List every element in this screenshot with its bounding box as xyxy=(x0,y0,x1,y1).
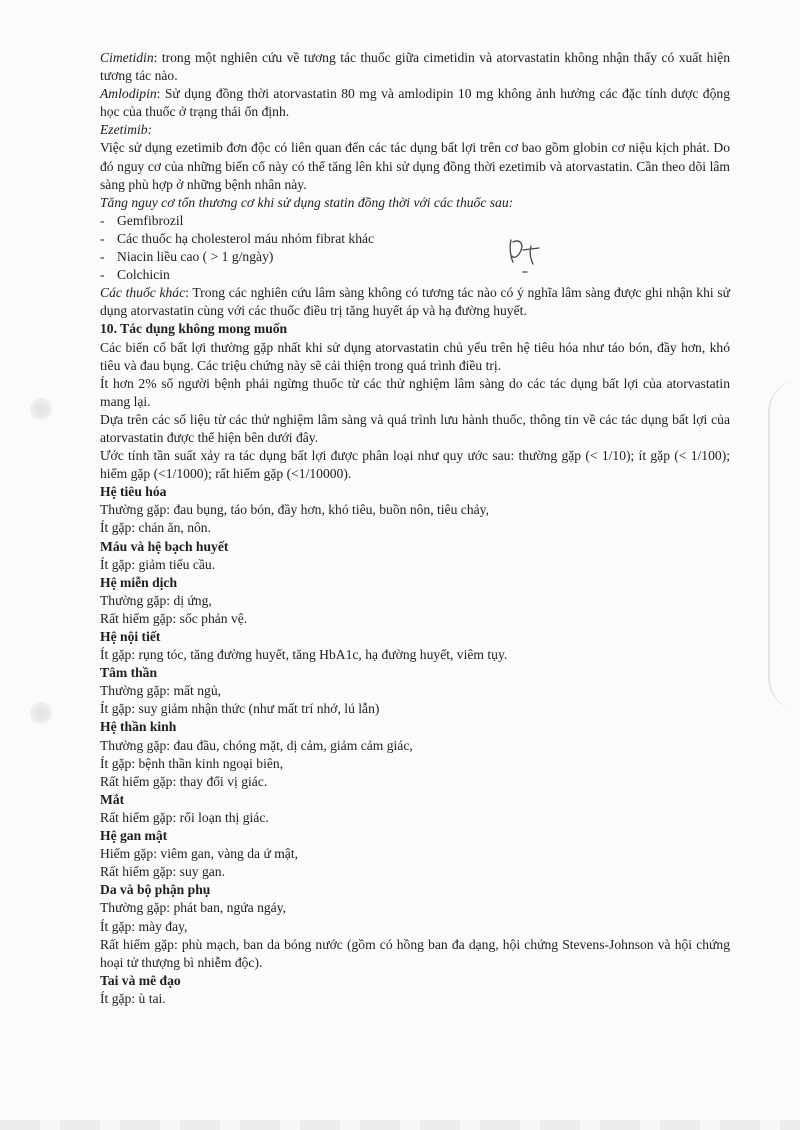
risk-item-text: Niacin liều cao ( > 1 g/ngày) xyxy=(117,249,274,265)
adverse-group-ear xyxy=(100,972,730,1008)
list-item xyxy=(100,248,730,266)
list-item xyxy=(100,266,730,284)
ezetimib-heading: Ezetimib: xyxy=(100,122,153,138)
group-line: Ít gặp: bệnh thần kinh ngoại biên, xyxy=(100,755,284,771)
adverse-group-nervous xyxy=(100,718,730,790)
page-bottom-edge xyxy=(0,1120,800,1130)
cimetidin-paragraph xyxy=(100,49,730,85)
adverse-group-endocrine xyxy=(100,628,730,664)
amlodipin-paragraph xyxy=(100,85,730,121)
group-heading: Tai và mê đạo xyxy=(100,972,181,988)
group-line: Thường gặp: đau bụng, táo bón, đầy hơn, khó tiêu, buồn nôn, tiêu chảy, xyxy=(100,502,489,518)
adverse-group-blood xyxy=(100,538,730,574)
group-line: Rất hiếm gặp: thay đổi vị giác. xyxy=(100,773,268,789)
group-line: Rất hiếm gặp: phù mạch, ban da bóng nước (gồm có hồng ban đa dạng, hội chứng Stevens-Johnson và hội chứng hoại tử thượng bì nhiễm độc). xyxy=(100,936,730,970)
bullet-dash: - xyxy=(100,212,105,228)
group-line: Thường gặp: phát ban, ngứa ngáy, xyxy=(100,900,287,916)
punch-hole-top xyxy=(30,398,52,420)
group-heading: Hệ thần kinh xyxy=(100,719,177,735)
section-10-para-4: Ước tính tần suất xảy ra tác dụng bất lợi được phân loại như quy ước sau: thường gặp (< 1/10); ít gặp (< 1/100); hiếm gặp (<1/1000); rất hiếm gặp (<1/10000). xyxy=(100,448,730,482)
group-heading: Hệ gan mật xyxy=(100,828,168,844)
other-drugs-paragraph xyxy=(100,284,730,320)
group-heading: Máu và hệ bạch huyết xyxy=(100,538,229,554)
stamp-edge xyxy=(768,380,800,710)
document-page xyxy=(100,49,730,1008)
group-line: Ít gặp: ù tai. xyxy=(100,990,166,1006)
group-heading: Hệ nội tiết xyxy=(100,629,161,644)
group-line: Thường gặp: đau đầu, chóng mặt, dị cảm, giảm cảm giác, xyxy=(100,737,413,753)
group-line: Ít gặp: suy giảm nhận thức (như mất trí nhớ, lú lẫn) xyxy=(100,701,380,717)
cimetidin-text: : trong một nghiên cứu về tương tác thuốc giữa cimetidin và atorvastatin không nhận thấy có xuất hiện tương tác nào. xyxy=(100,50,730,84)
section-10-para-2: Ít hơn 2% số người bệnh phải ngừng thuốc từ các thử nghiệm lâm sàng do các tác dụng bất lợi của atorvastatin mang lại. xyxy=(100,375,730,409)
section-10-title: 10. Tác dụng không mong muốn xyxy=(100,321,288,337)
bullet-dash: - xyxy=(100,230,105,246)
adverse-group-skin xyxy=(100,881,730,971)
group-heading: Tâm thần xyxy=(100,665,158,681)
group-heading: Mắt xyxy=(100,791,125,807)
amlodipin-name: Amlodipin xyxy=(100,86,157,102)
amlodipin-text: : Sử dụng đồng thời atorvastatin 80 mg và amlodipin 10 mg không ảnh hưởng các đặc tính dược động học của thuốc ở trạng thái ổn định. xyxy=(100,86,730,120)
other-drugs-text: : Trong các nghiên cứu lâm sàng không có tương tác nào có ý nghĩa lâm sàng được ghi nhận khi sử dụng atorvastatin cùng với các thuốc điều trị tăng huyết áp và hạ đường huyết. xyxy=(100,285,730,319)
group-line: Thường gặp: dị ứng, xyxy=(100,592,212,608)
punch-hole-bottom xyxy=(30,702,52,724)
list-item xyxy=(100,230,730,248)
group-line: Ít gặp: giảm tiểu cầu. xyxy=(100,556,216,572)
risk-list xyxy=(100,212,730,284)
group-heading: Da và bộ phận phụ xyxy=(100,882,211,898)
risk-heading: Tăng nguy cơ tổn thương cơ khi sử dụng statin đồng thời với các thuốc sau: xyxy=(100,194,514,210)
adverse-group-immune xyxy=(100,574,730,628)
bullet-dash: - xyxy=(100,267,105,283)
group-line: Rất hiếm gặp: rối loạn thị giác. xyxy=(100,809,269,825)
risk-item-text: Colchicin xyxy=(117,267,170,283)
group-line: Thường gặp: mất ngủ, xyxy=(100,683,222,699)
group-line: Ít gặp: mày đay, xyxy=(100,918,188,934)
group-line: Rất hiếm gặp: sốc phản vệ. xyxy=(100,610,248,626)
group-heading: Hệ miễn dịch xyxy=(100,574,178,590)
other-drugs-name: Các thuốc khác xyxy=(100,285,186,301)
risk-item-text: Gemfibrozil xyxy=(117,212,184,228)
adverse-group-hepatobiliary xyxy=(100,827,730,881)
section-10-para-1: Các biến cố bất lợi thường gặp nhất khi sử dụng atorvastatin chủ yếu trên hệ tiêu hóa như táo bón, đầy hơn, khó tiêu và đau bụng. Các triệu chứng này sẽ cải thiện trong quá trình điều trị. xyxy=(100,339,730,373)
bullet-dash: - xyxy=(100,249,105,265)
section-10-para-3: Dựa trên các số liệu từ các thử nghiệm lâm sàng và quá trình lưu hành thuốc, thông tin về các tác dụng bất lợi của atorvastatin được thể hiện bên dưới đây. xyxy=(100,411,730,445)
group-heading: Hệ tiêu hóa xyxy=(100,484,167,500)
list-item xyxy=(100,212,730,230)
risk-item-text: Các thuốc hạ cholesterol máu nhóm fibrat khác xyxy=(117,230,375,246)
ezetimib-paragraph: Việc sử dụng ezetimib đơn độc có liên quan đến các tác dụng bất lợi trên cơ bao gồm globin cơ niệu kịch phát. Do đó nguy cơ của những biến cố này có thể tăng lên khi sử dụng đồng thời ezetimib và atorvastatin. Cần theo dõi lâm sàng phù hợp ở những bệnh nhân này. xyxy=(100,140,730,192)
group-line: Ít gặp: rụng tóc, tăng đường huyết, tăng HbA1c, hạ đường huyết, viêm tụy. xyxy=(100,647,508,663)
adverse-group-psychiatric xyxy=(100,664,730,718)
adverse-group-digestive xyxy=(100,483,730,537)
group-line: Hiếm gặp: viêm gan, vàng da ứ mật, xyxy=(100,846,299,862)
adverse-group-eye xyxy=(100,791,730,827)
group-line: Rất hiếm gặp: suy gan. xyxy=(100,864,225,880)
cimetidin-name: Cimetidin xyxy=(100,50,154,65)
group-line: Ít gặp: chán ăn, nôn. xyxy=(100,520,211,536)
